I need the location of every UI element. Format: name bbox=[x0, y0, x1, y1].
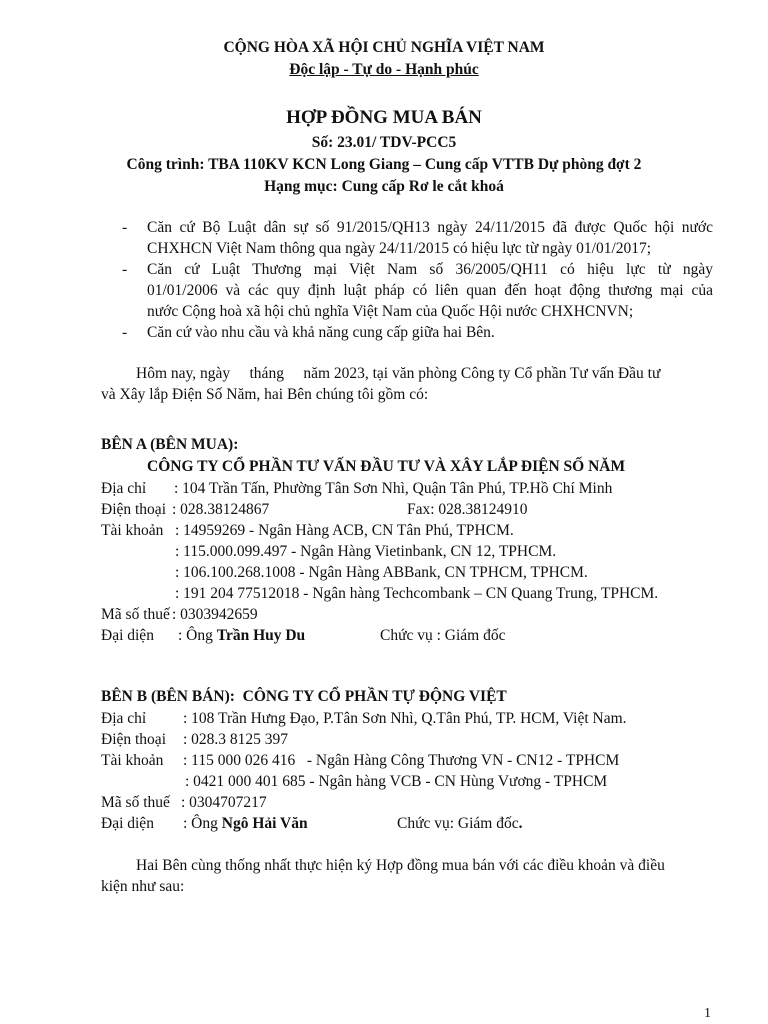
document-title: HỢP ĐỒNG MUA BÁN bbox=[286, 107, 482, 128]
party-a-account-3: : 106.100.268.1008 - Ngân Hàng ABBank, CN TPHCM, TPHCM. bbox=[175, 564, 588, 581]
party-a-account-1: : 14959269 - Ngân Hàng ACB, CN Tân Phú, TPHCM. bbox=[175, 522, 514, 539]
contract-number: Số: 23.01/ TDV-PCC5 bbox=[311, 134, 457, 151]
closing-line-1: Hai Bên cùng thống nhất thực hiện ký Hợp đồng mua bán với các điều khoản và điều bbox=[136, 857, 665, 874]
party-b-tax: : 0304707217 bbox=[181, 794, 267, 811]
party-b-position: Chức vụ: Giám đốc. bbox=[397, 815, 523, 832]
party-b-account-label: Tài khoản bbox=[101, 752, 164, 769]
basis-2-line-1: Căn cứ Luật Thương mại Việt Nam số 36/2005/QH11 có hiệu lực từ ngày bbox=[147, 261, 713, 278]
item-name: Hạng mục: Cung cấp Rơ le cắt khoá bbox=[264, 178, 504, 195]
intro-line-2: và Xây lắp Điện Số Năm, hai Bên chúng tôi gồm có: bbox=[101, 386, 429, 403]
party-b-rep-label: Đại diện bbox=[101, 815, 154, 832]
closing-line-2: kiện như sau: bbox=[101, 878, 185, 895]
party-b-phone-label: Điện thoại bbox=[101, 731, 166, 748]
party-a-company: CÔNG TY CỔ PHẦN TƯ VẤN ĐẦU TƯ VÀ XÂY LẮP ĐIỆN SỐ NĂM bbox=[147, 458, 626, 475]
party-a-fax: Fax: 028.38124910 bbox=[407, 501, 528, 518]
party-a-phone-label: Điện thoại bbox=[101, 501, 166, 518]
party-a-tax: : 0303942659 bbox=[172, 606, 258, 623]
country-name: CỘNG HÒA XÃ HỘI CHỦ NGHĨA VIỆT NAM bbox=[223, 39, 545, 56]
party-a-rep-label: Đại diện bbox=[101, 627, 154, 644]
party-b-address: : 108 Trần Hưng Đạo, P.Tân Sơn Nhì, Q.Tân Phú, TP. HCM, Việt Nam. bbox=[183, 710, 627, 727]
party-a-phone: : 028.38124867 bbox=[172, 501, 270, 518]
party-b-account-2: : 0421 000 401 685 - Ngân hàng VCB - CN Hùng Vương - TPHCM bbox=[185, 773, 608, 790]
party-b-address-label: Địa chỉ bbox=[101, 710, 147, 727]
party-b-representative: : Ông Ngô Hải Văn bbox=[183, 815, 308, 832]
party-a-address-label: Địa chỉ bbox=[101, 480, 147, 497]
basis-2-line-3: nước Cộng hoà xã hội chủ nghĩa Việt Nam của Quốc Hội nước CHXHCNVN; bbox=[147, 303, 634, 320]
party-b-phone: : 028.3 8125 397 bbox=[183, 731, 289, 748]
national-motto: Độc lập - Tự do - Hạnh phúc bbox=[289, 61, 479, 78]
party-a-heading: BÊN A (BÊN MUA): bbox=[101, 436, 239, 453]
party-a-position: Chức vụ : Giám đốc bbox=[380, 627, 506, 644]
party-b-heading: BÊN B (BÊN BÁN): CÔNG TY CỔ PHẦN TỰ ĐỘNG VIỆT bbox=[101, 688, 507, 705]
basis-1-line-1: Căn cứ Bộ Luật dân sự số 91/2015/QH13 ngày 24/11/2015 đã được Quốc hội nước bbox=[147, 219, 713, 236]
party-a-account-4: : 191 204 77512018 - Ngân hàng Techcombank – CN Quang Trung, TPHCM. bbox=[175, 585, 659, 602]
basis-1-line-2: CHXHCN Việt Nam thông qua ngày 24/11/2015 có hiệu lực từ ngày 01/01/2017; bbox=[147, 240, 652, 257]
party-a-account-label: Tài khoản bbox=[101, 522, 164, 539]
intro-line-1: Hôm nay, ngày tháng năm 2023, tại văn phòng Công ty Cổ phần Tư vấn Đầu tư bbox=[136, 365, 661, 382]
party-a-representative: : Ông Trần Huy Du bbox=[178, 627, 306, 644]
basis-2-line-2: 01/01/2006 và các quy định luật pháp có liên quan đến hoạt động thương mại của bbox=[147, 282, 713, 299]
party-a-tax-label: Mã số thuế bbox=[101, 606, 170, 623]
party-b-account-1: : 115 000 026 416 - Ngân Hàng Công Thương VN - CN12 - TPHCM bbox=[183, 752, 620, 769]
basis-3-line-1: Căn cứ vào nhu cầu và khả năng cung cấp giữa hai Bên. bbox=[147, 324, 495, 341]
bullet-dash: - bbox=[122, 261, 128, 278]
page-number: 1 bbox=[704, 1006, 711, 1021]
party-a-address: : 104 Trần Tấn, Phường Tân Sơn Nhì, Quận Tân Phú, TP.Hồ Chí Minh bbox=[174, 480, 613, 497]
party-a-rep-name: Trần Huy Du bbox=[216, 627, 306, 644]
bullet-dash: - bbox=[122, 219, 128, 236]
project-name: Công trình: TBA 110KV KCN Long Giang – Cung cấp VTTB Dự phòng đợt 2 bbox=[126, 156, 642, 173]
party-b-tax-label: Mã số thuế bbox=[101, 794, 170, 811]
party-a-account-2: : 115.000.099.497 - Ngân Hàng Vietinbank, CN 12, TPHCM. bbox=[175, 543, 557, 560]
bullet-dash: - bbox=[122, 324, 128, 341]
party-b-rep-name: Ngô Hải Văn bbox=[221, 815, 308, 832]
